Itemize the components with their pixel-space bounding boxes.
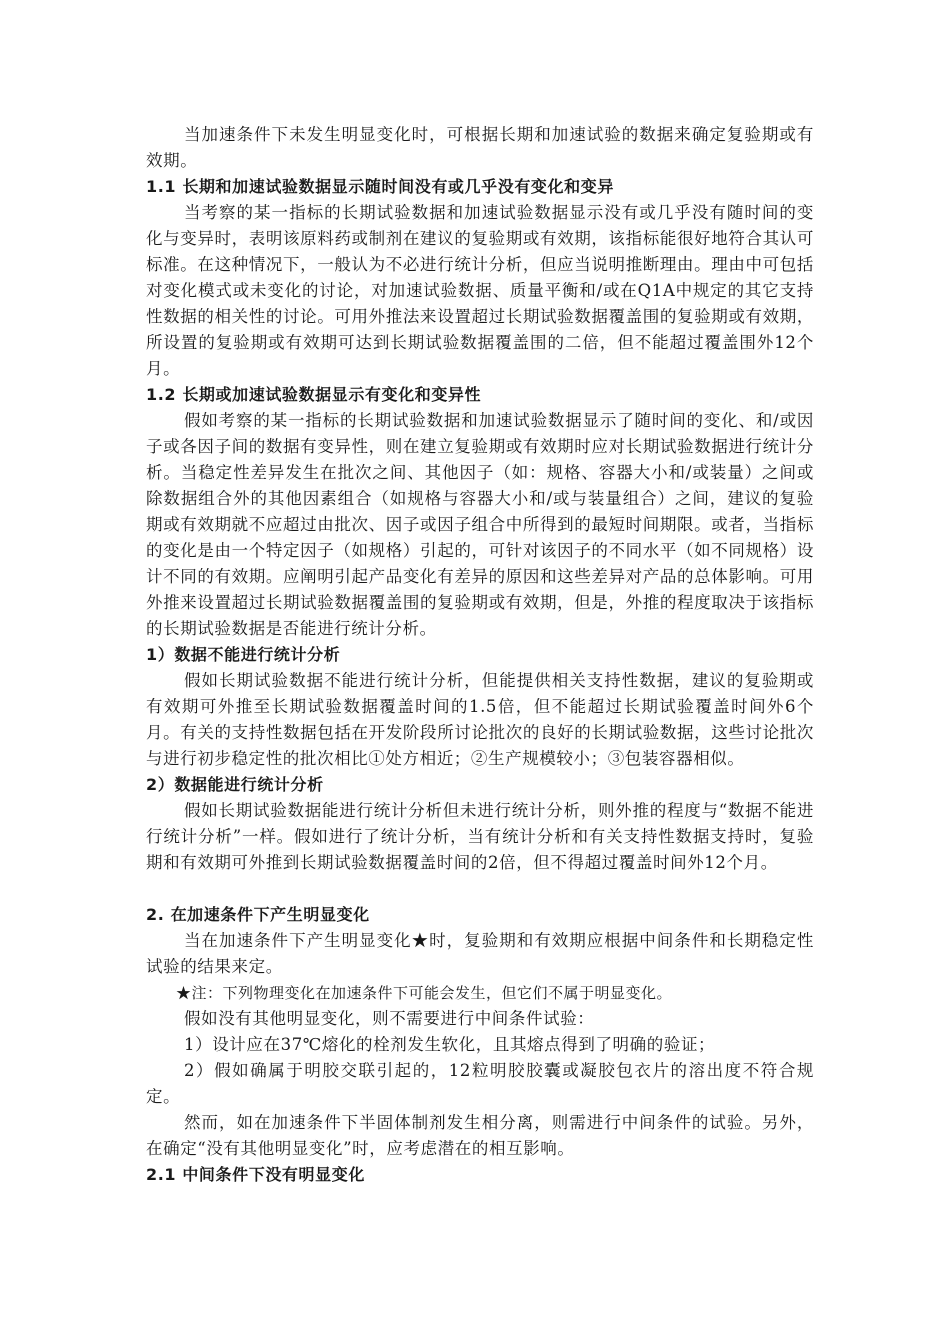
subsection-1-heading: 1）数据不能进行统计分析 [146, 645, 341, 664]
section-2-note: ★注：下列物理变化在加速条件下可能会发生，但它们不属于明显变化。 [176, 984, 673, 1002]
section-1-2-heading: 1.2 长期或加速试验数据显示有变化和变异性 [146, 385, 482, 404]
section-2-item-2: 2）假如确属于明胶交联引起的，12粒明胶胶囊或凝胶包衣片的溶出度不符合规定。 [146, 1061, 814, 1106]
subsection-1-body: 假如长期试验数据不能进行统计分析，但能提供相关支持性数据，建议的复验期或有效期可外推至长期试验数据覆盖时间的1.5倍，但不能超过长期试验覆盖时间外6个月。有关的支持性数据包括在开发阶段所讨论批次的良好的长期试验数据，这些讨论批次与进行初步稳定性的批次相比①处方相近；②生产规模较小；③包装容器相似。 [146, 671, 814, 768]
section-2-1-heading: 2.1 中间条件下没有明显变化 [146, 1165, 365, 1184]
section-2-paragraph-2: 假如没有其他明显变化，则不需要进行中间条件试验： [184, 1009, 595, 1028]
section-1-1-body: 当考察的某一指标的长期试验数据和加速试验数据显示没有或几乎没有随时间的变化与变异时，表明该原料药或制剂在建议的复验期或有效期，该指标能很好地符合其认可标准。在这种情况下，一般认为不必进行统计分析，但应当说明推断理由。理由中可包括对变化模式或未变化的讨论，对加速试验数据、质量平衡和/或在Q1A中规定的其它支持性数据的相关性的讨论。可用外推法来设置超过长期试验数据覆盖围的复验期或有效期，所设置的复验期或有效期可达到长期试验数据覆盖围的二倍，但不能超过覆盖围外12个月。 [146, 203, 814, 378]
section-2-body: 当在加速条件下产生明显变化★时，复验期和有效期应根据中间条件和长期稳定性试验的结果来定。 [146, 931, 814, 976]
subsection-2-body: 假如长期试验数据能进行统计分析但未进行统计分析，则外推的程度与“数据不能进行统计分析”一样。假如进行了统计分析，当有统计分析和有关支持性数据支持时，复验期和有效期可外推到长期试验数据覆盖时间的2倍，但不得超过覆盖时间外12个月。 [146, 801, 814, 872]
section-2-heading: 2. 在加速条件下产生明显变化 [146, 905, 370, 924]
section-2-paragraph-3: 然而，如在加速条件下半固体制剂发生相分离，则需进行中间条件的试验。另外，在确定“没有其他明显变化”时，应考虑潜在的相互影响。 [146, 1113, 814, 1158]
subsection-2-heading: 2）数据能进行统计分析 [146, 775, 324, 794]
document-page [146, 122, 814, 1188]
spacer [146, 876, 814, 902]
section-1-1-heading: 1.1 长期和加速试验数据显示随时间没有或几乎没有变化和变异 [146, 177, 614, 196]
intro-paragraph: 当加速条件下未发生明显变化时，可根据长期和加速试验的数据来确定复验期或有效期。 [146, 125, 814, 170]
section-2-item-1: 1）设计应在37℃熔化的栓剂发生软化，且其熔点得到了明确的验证； [184, 1035, 716, 1054]
section-1-2-body: 假如考察的某一指标的长期试验数据和加速试验数据显示了随时间的变化、和/或因子或各因子间的数据有变异性，则在建立复验期或有效期时应对长期试验数据进行统计分析。当稳定性差异发生在批次之间、其他因子（如：规格、容器大小和/或装量）之间或除数据组合外的其他因素组合（如规格与容器大小和/或与装量组合）之间，建议的复验期或有效期就不应超过由批次、因子或因子组合中所得到的最短时间期限。或者，当指标的变化是由一个特定因子（如规格）引起的，可针对该因子的不同水平（如不同规格）设计不同的有效期。应阐明引起产品变化有差异的原因和这些差异对产品的总体影响。可用外推来设置超过长期试验数据覆盖围的复验期或有效期，但是，外推的程度取决于该指标的长期试验数据是否能进行统计分析。 [146, 411, 814, 638]
